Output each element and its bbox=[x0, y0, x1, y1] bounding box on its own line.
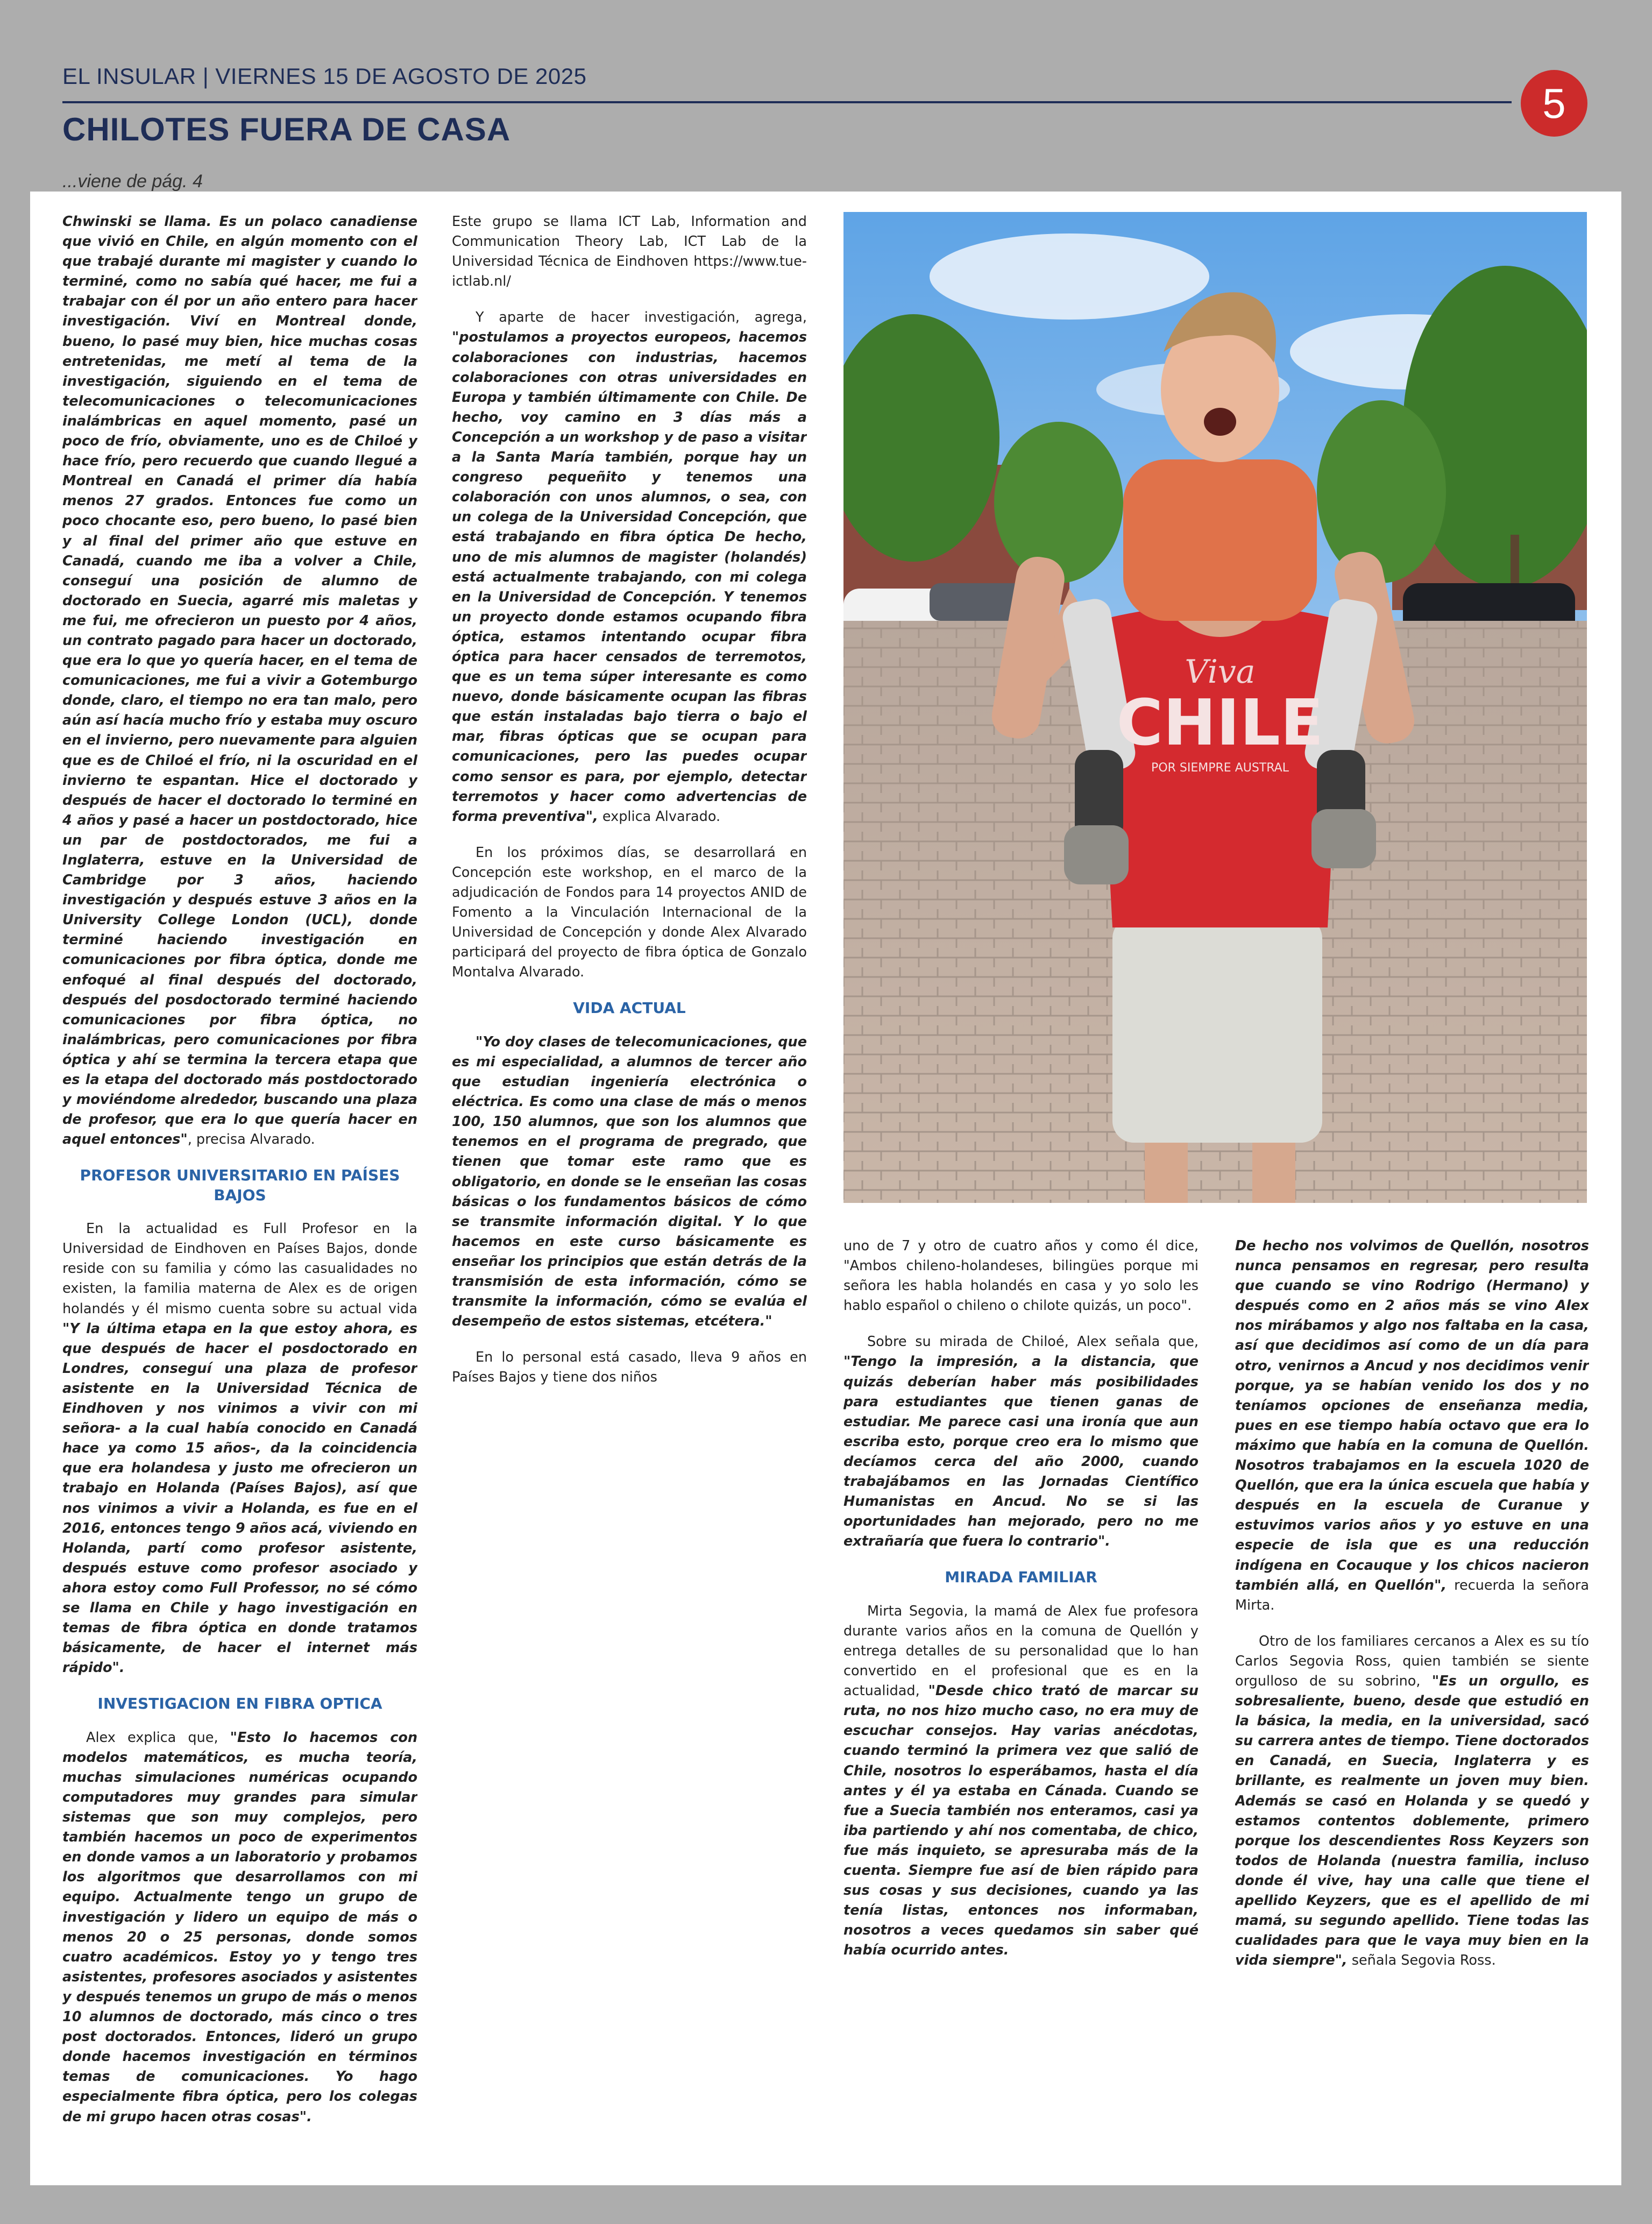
paragraph bbox=[452, 843, 807, 983]
quote-text: "Yo doy clases de telecomunicaciones, que es mi especialidad, a alumnos de tercer año que estudian ingeniería electrónica o eléctrica. Es como una clase de más o menos 100, 150 alumnos, que son los alumnos que tenemos en el programa de pregrado, que tienen que tomar este ramo que es obligatorio, en donde se le enseñan las cosas básicas o los fundamentos básicos de cómo se transmite información digital. Y lo que hacemos en este curso básicamente es enseñar los principios que están detrás de la transmisión de esta información, cómo se transmite la información, cómo se evalúa el desempeño de estos sistemas, etcétera." bbox=[452, 1033, 807, 1330]
article-column-1 bbox=[62, 212, 417, 2176]
quote-text: "Es un orgullo, es sobresaliente, bueno, desde que estudió en la básica, la media, en la universidad, sacó su carrera antes de tiempo. Tiene doctorados en Canadá, en Suecia, Inglaterra y es brillante, es realmente un joven muy bien. Además se casó en Holanda y se quedó y estamos contentos doblemente, primero porque los descendientes Ross Keyzers son todos de Holanda (nuestra familia, incluso donde él vive, hay una calle que tiene el apellido Keyzers, que es el apellido de mi mamá, su segundo apellido. Tiene todas las cualidades para que le vaya muy bien en la vida siempre", bbox=[1235, 1673, 1589, 1969]
paragraph bbox=[62, 1219, 417, 1678]
shirt-print-main: CHILE bbox=[1116, 685, 1324, 760]
body-text: En lo personal está casado, lleva 9 años en Países Bajos y tiene dos niños bbox=[452, 1349, 807, 1386]
quote-text: "Desde chico trató de marcar su ruta, no nos hizo mucho caso, no era muy de escuchar consejos. Hay varias anécdotas, cuando terminó la primera vez que salió de Chile, nosotros lo esperábamos, hasta el día antes y él ya estaba en Cánada. Cuando se fue a Suecia también nos enteramos, casi ya iba partiendo y ahí nos comentaba, de chico, fue más inquieto, se apresuraba más de la cuenta. Siempre fue así de bien rápido para sus cosas y sus decisiones, cuando ya las tenía listas, entonces nos informaban, nosotros a veces quedamos sin saber qué había ocurrido antes. bbox=[843, 1683, 1199, 1959]
paragraph bbox=[452, 212, 807, 292]
paragraph bbox=[452, 1348, 807, 1387]
continued-from-note: ...viene de pág. 4 bbox=[62, 171, 203, 192]
subheading-vida-actual: VIDA ACTUAL bbox=[573, 999, 686, 1017]
subheading-investigacion: INVESTIGACION EN FIBRA OPTICA bbox=[97, 1695, 382, 1713]
body-text: Este grupo se llama ICT Lab, Information and Communication Theory Lab, ICT Lab de la Universidad Técnica de Eindhoven https://www.tue-ictlab.nl/ bbox=[452, 214, 807, 290]
article-column-3 bbox=[843, 1236, 1199, 2176]
body-text: En la actualidad es Full Profesor en la Universidad de Eindhoven en Países Bajos, donde reside con su familia y cómo las casualidades no existen, la familia materna de Alex es de origen holandés y él mismo cuenta sobre su actual vida bbox=[62, 1221, 417, 1317]
newspaper-folio: EL INSULAR | VIERNES 15 DE AGOSTO DE 2025 bbox=[62, 63, 587, 89]
body-text: En los próximos días, se desarrollará en Concepción este workshop, en el marco de la adjudicación de Fondos para 14 proyectos ANID de Fomento a la Vinculación Internacional de la Universidad de Concepción y donde Alex Alvarado participará del proyecto de fibra óptica de Gonzalo Montalva Alvarado. bbox=[452, 844, 807, 981]
paragraph bbox=[843, 1602, 1199, 1961]
paragraph bbox=[452, 308, 807, 826]
body-text: uno de 7 y otro de cuatro años y como él dice, "Ambos chileno-holandeses, bilingües porque mi señora les habla holandés en casa y yo solo les hablo español o chileno o chilote quizás, un poco". bbox=[843, 1238, 1199, 1314]
paragraph bbox=[1235, 1632, 1589, 1971]
family-photo-icon bbox=[843, 212, 1587, 1203]
paragraph bbox=[62, 1728, 417, 2127]
subheading-profesor: PROFESOR UNIVERSITARIO EN PAÍSES BAJOS bbox=[80, 1166, 400, 1204]
shirt-print-top: Viva bbox=[1185, 653, 1256, 691]
article-column-4 bbox=[1235, 1236, 1589, 2176]
family-photo bbox=[843, 212, 1587, 1203]
body-text: recuerda la señora Mirta. bbox=[1235, 1577, 1589, 1613]
quote-text: De hecho nos volvimos de Quellón, nosotros nunca pensamos en regresar, pero resulta que cuando se vino Rodrigo (Hermano) y después como en 2 años más se vino Alex nos mirábamos y algo nos faltaba en la casa, así que decidimos así como de un día para otro, venirnos a Ancud y nos decidimos venir porque, ya se habían venido los dos y no teníamos opciones de enseñanza media, pues en ese tiempo había octavo que era lo máximo que había en la comuna de Quellón. Nosotros trabajamos en la escuela 1020 de Quellón, que era la única escuela que había y después en la escuela de Curanue y estuvimos varios años y yo estuve en una especie de isla que es una reducción indígena en Cocauque y los chicos nacieron también allá, en Quellón", bbox=[1235, 1238, 1589, 1593]
body-text: Y aparte de hacer investigación, agrega, bbox=[476, 309, 807, 326]
body-text: Sobre su mirada de Chiloé, Alex señala que, bbox=[867, 1334, 1199, 1350]
header-band bbox=[0, 0, 1652, 192]
body-text: explica Alvarado. bbox=[598, 808, 721, 825]
quote-text: "postulamos a proyectos europeos, hacemos colaboraciones con industrias, hacemos colaboraciones con otras universidades en Europa y también últimamente con Chile. De hecho, voy camino en 3 días más a Concepción a un workshop y de paso a visitar a la Santa María también, porque hay un congreso pequeñito y tenemos una colaboración con unos alumnos, o sea, con un colega de la Universidad Concepción, que está trabajando en fibra óptica De hecho, uno de mis alumnos de magister (holandés) está actualmente trabajando, con mi colega en la Universidad de Concepción. Y tenemos un proyecto donde estamos ocupando fibra óptica, estamos intentando ocupar fibra óptica para hacer censados de terremotos, que es un tema súper interesante es como nuevo, donde básicamente ocupan las fibras que están instaladas bajo tierra o bajo el mar, fibras ópticas que se ocupan para comunicaciones, pero las puedes ocupar como sensor es para, por ejemplo, detectar terremotos y hacer como advertencias de forma preventiva", bbox=[452, 329, 807, 825]
subheading-mirada-familiar: MIRADA FAMILIAR bbox=[945, 1568, 1097, 1586]
body-text: señala Segovia Ross. bbox=[1347, 1952, 1496, 1969]
paragraph bbox=[62, 212, 417, 1150]
header-rule bbox=[62, 101, 1512, 103]
body-text: Otro de los familiares cercanos a Alex es su tío Carlos Segovia Ross, quien también se siente orgulloso de su sobrino, bbox=[1235, 1633, 1589, 1689]
body-text: Alex explica que, bbox=[86, 1729, 230, 1746]
quote-text: "Tengo la impresión, a la distancia, que quizás deberían haber más posibilidades para estudiantes que tienen ganas de estudiar. Me parece casi una ironía que aun escriba esto, porque creo era lo mismo que decíamos cerca del año 2000, cuando trabajábamos en las Jornadas Científico Humanistas en Ancud. No se si las oportunidades han mejorado, pero no me extrañaría que fuera lo contrario". bbox=[843, 1354, 1199, 1550]
paragraph bbox=[843, 1236, 1199, 1316]
quote-text: "Esto lo hacemos con modelos matemáticos, es mucha teoría, muchas simulaciones numéricas ocupando computadores muy grandes para simular sistemas que son muy complejos, pero también hacemos un poco de experimentos en donde vamos a un laboratorio y probamos los algoritmos que desarrollamos con mi equipo. Actualmente tengo un grupo de investigación y lidero un equipo de más o menos 20 o 25 personas, donde somos cuatro académicos. Estoy yo y tengo tres asistentes, profesores asociados y asistentes y después tenemos un grupo de más o menos 10 alumnos de doctorado, más cinco o tres post doctorados. Entonces, lideró un grupo donde hacemos investigación en términos temas de comunicaciones. Yo hago especialmente fibra óptica, pero los colegas de mi grupo hacen otras cosas". bbox=[62, 1729, 417, 2125]
paragraph bbox=[1235, 1236, 1589, 1616]
shirt-print-sub: POR SIEMPRE AUSTRAL bbox=[1151, 761, 1289, 775]
quote-text: "Y la última etapa en la que estoy ahora, es que después de hacer el posdoctorado en Londres, conseguí una plaza de profesor asistente en la Universidad Técnica de Eindhoven y nos vinimos a vivir con mi señora- a la cual había conocido en Canadá hace ya como 15 años-, da la coincidencia que era holandesa y justo me ofrecieron un trabajo en Holanda (Países Bajos), así que nos vinimos a vivir a Holanda, es fue en el 2016, entonces tengo 9 años acá, viviendo en Holanda, partí como profesor asistente, después estuve como profesor asociado y ahora estoy como Full Professor, no sé cómo se llama en Chile y hago investigación en temas de fibra óptica en donde tratamos básicamente, de hacer el internet más rápido". bbox=[62, 1320, 417, 1676]
quote-text: Chwinski se llama. Es un polaco canadiense que vivió en Chile, en algún momento con el que trabajé durante mi magister y cuando lo terminé, como no sabía qué hacer, me fui a trabajar con él por un año entero para hacer investigación. Viví en Montreal donde, bueno, lo pasé muy bien, hice muchas cosas entretenidas, me metí al tema de la investigación, siguiendo en el tema de telecomunicaciones o telecomunicaciones inalámbricas en aquel momento, pasé un poco de frío, obviamente, uno es de Chiloé y hace frío, pero recuerdo que cuando llegué a Montreal en Canadá el primer día había menos 27 grados. Entonces fue como un poco chocante eso, pero bueno, lo pasé bien y al final del primer año que estuve en Canadá, cuando me iba a volver a Chile, conseguí una posición de alumno de doctorado en Suecia, agarré mis maletas y me fui, me ofrecieron un puesto por 4 años, un contrato pagado para hacer un doctorado, que era lo que yo quería hacer, en el tema de comunicaciones, me fui a vivir a Gotemburgo donde, claro, el tiempo no era tan malo, pero aún así hacía mucho frío y estaba muy oscuro en el invierno, pero nuevamente para alguien que es de Chiloé el frío, ni la oscuridad en el invierno te espantan. Hice el doctorado y después de hacer el doctorado lo terminé en 4 años y pasé a hacer un postdoctorado, hice un par de postdoctorados, me fui a Inglaterra, estuve en la Universidad de Cambridge por 3 años, haciendo investigación y después estuve 3 años en la University College London (UCL), donde terminé haciendo investigación en comunicaciones por fibra óptica, donde me enfoqué al final después del doctorado, después del posdoctorado terminé haciendo comunicaciones por fibra óptica, no inalámbricas, pero comunicaciones por fibra óptica y ahí se termina la tercera etapa que es la etapa del doctorado más postdoctorado y moviéndome alrededor, buscando una plaza de profesor, que era lo que quería hacer en aquel entonces" bbox=[62, 214, 417, 1148]
page-number-badge: 5 bbox=[1521, 70, 1587, 137]
body-text: Mirta Segovia, la mamá de Alex fue profesora durante varios años en la comuna de Quellón y entrega detalles de su personalidad que lo han convertido en el profesional que es en la actualidad, bbox=[843, 1603, 1199, 1699]
paragraph bbox=[452, 1032, 807, 1331]
section-title: CHILOTES FUERA DE CASA bbox=[62, 111, 511, 147]
paragraph bbox=[843, 1332, 1199, 1552]
body-text: , precisa Alvarado. bbox=[187, 1131, 315, 1148]
article-column-2 bbox=[452, 212, 807, 2176]
